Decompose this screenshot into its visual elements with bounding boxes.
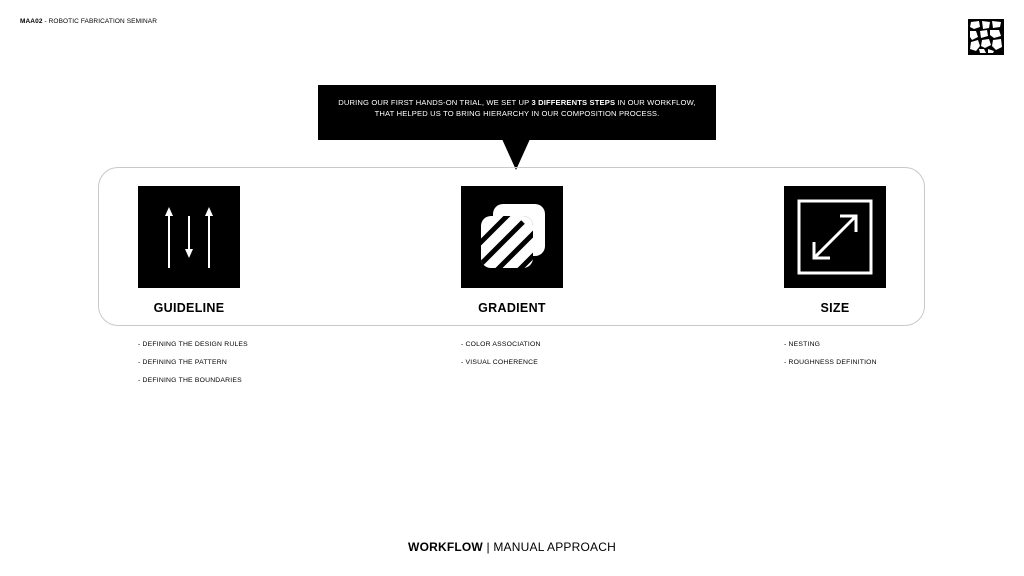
seminar-title: ROBOTIC FABRICATION SEMINAR [48,18,158,25]
step-title: GRADIENT [478,301,546,315]
gradient-bullets [461,340,541,376]
footer-title: WORKFLOW [408,540,483,554]
list-item: - DEFINING THE DESIGN RULES [138,341,248,348]
step-tile [784,186,886,288]
step-size [784,186,886,315]
callout-line-1 [318,97,716,108]
step-tile [461,186,563,288]
stone-pattern-logo-icon [968,19,1004,55]
callout-line-2: THAT HELPED US TO BRING HIERARCHY IN OUR COMPOSITION PROCESS. [374,109,660,118]
slide-header [20,18,157,25]
footer-subtitle: MANUAL APPROACH [493,540,616,554]
list-item: - COLOR ASSOCIATION [461,341,541,348]
step-tile [138,186,240,288]
slide-footer [0,540,1024,554]
course-code: MAA02 [20,18,43,25]
callout-pointer [502,139,530,170]
gradient-stripes-icon [461,186,563,288]
intro-callout [318,85,716,140]
list-item: - NESTING [784,341,821,348]
resize-arrow-icon [784,186,886,288]
size-bullets [784,340,877,376]
step-title: SIZE [820,301,850,315]
list-item: - DEFINING THE BOUNDARIES [138,377,242,384]
step-guideline [138,186,240,315]
guideline-bullets [138,340,248,394]
step-gradient [461,186,563,315]
list-item: - DEFINING THE PATTERN [138,359,227,366]
header-separator: - [42,18,49,25]
list-item: - VISUAL COHERENCE [461,359,538,366]
callout-text: IN OUR WORKFLOW, [615,98,696,107]
step-title: GUIDELINE [153,301,225,315]
callout-emphasis: 3 DIFFERENTS STEPS [531,98,616,107]
list-item: - ROUGHNESS DEFINITION [784,359,877,366]
footer-separator: | [482,540,494,554]
up-down-arrows-icon [138,186,240,288]
callout-text: DURING OUR FIRST HANDS-ON TRIAL, WE SET UP [338,98,532,107]
